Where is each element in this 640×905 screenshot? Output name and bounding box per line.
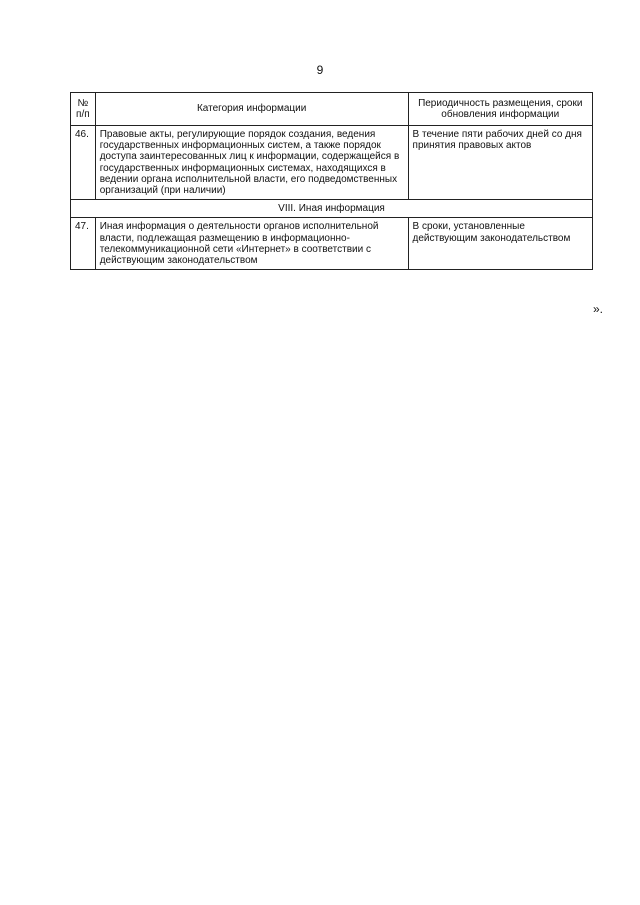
header-num: № п/п <box>71 93 96 126</box>
table-row <box>71 218 593 270</box>
closing-quote-mark: ». <box>593 302 604 316</box>
page-number: 9 <box>316 63 324 77</box>
row-category: Иная информация о деятельности органов исполнительной власти, подлежащая размещению в информационно-телекоммуникационной сети «Интернет» в соответствии с действующим законодательством <box>95 218 408 270</box>
row-num: 47. <box>71 218 96 270</box>
table-header-row <box>71 93 593 126</box>
header-periodicity: Периодичность размещения, сроки обновления информации <box>408 93 592 126</box>
row-category: Правовые акты, регулирующие порядок создания, ведения государственных информационных систем, а также порядок доступа заинтересованных лиц к информации, содержащейся в государственных информационных системах, находящихся в ведении органа исполнительной власти, его подведомственных организаций (при наличии) <box>95 126 408 200</box>
section-title: VIII. Иная информация <box>71 200 593 218</box>
header-category: Категория информации <box>95 93 408 126</box>
row-periodicity: В течение пяти рабочих дней со дня принятия правовых актов <box>408 126 592 200</box>
row-num: 46. <box>71 126 96 200</box>
information-table <box>70 92 593 270</box>
table-row <box>71 126 593 200</box>
section-row <box>71 200 593 218</box>
row-periodicity: В сроки, установленные действующим законодательством <box>408 218 592 270</box>
